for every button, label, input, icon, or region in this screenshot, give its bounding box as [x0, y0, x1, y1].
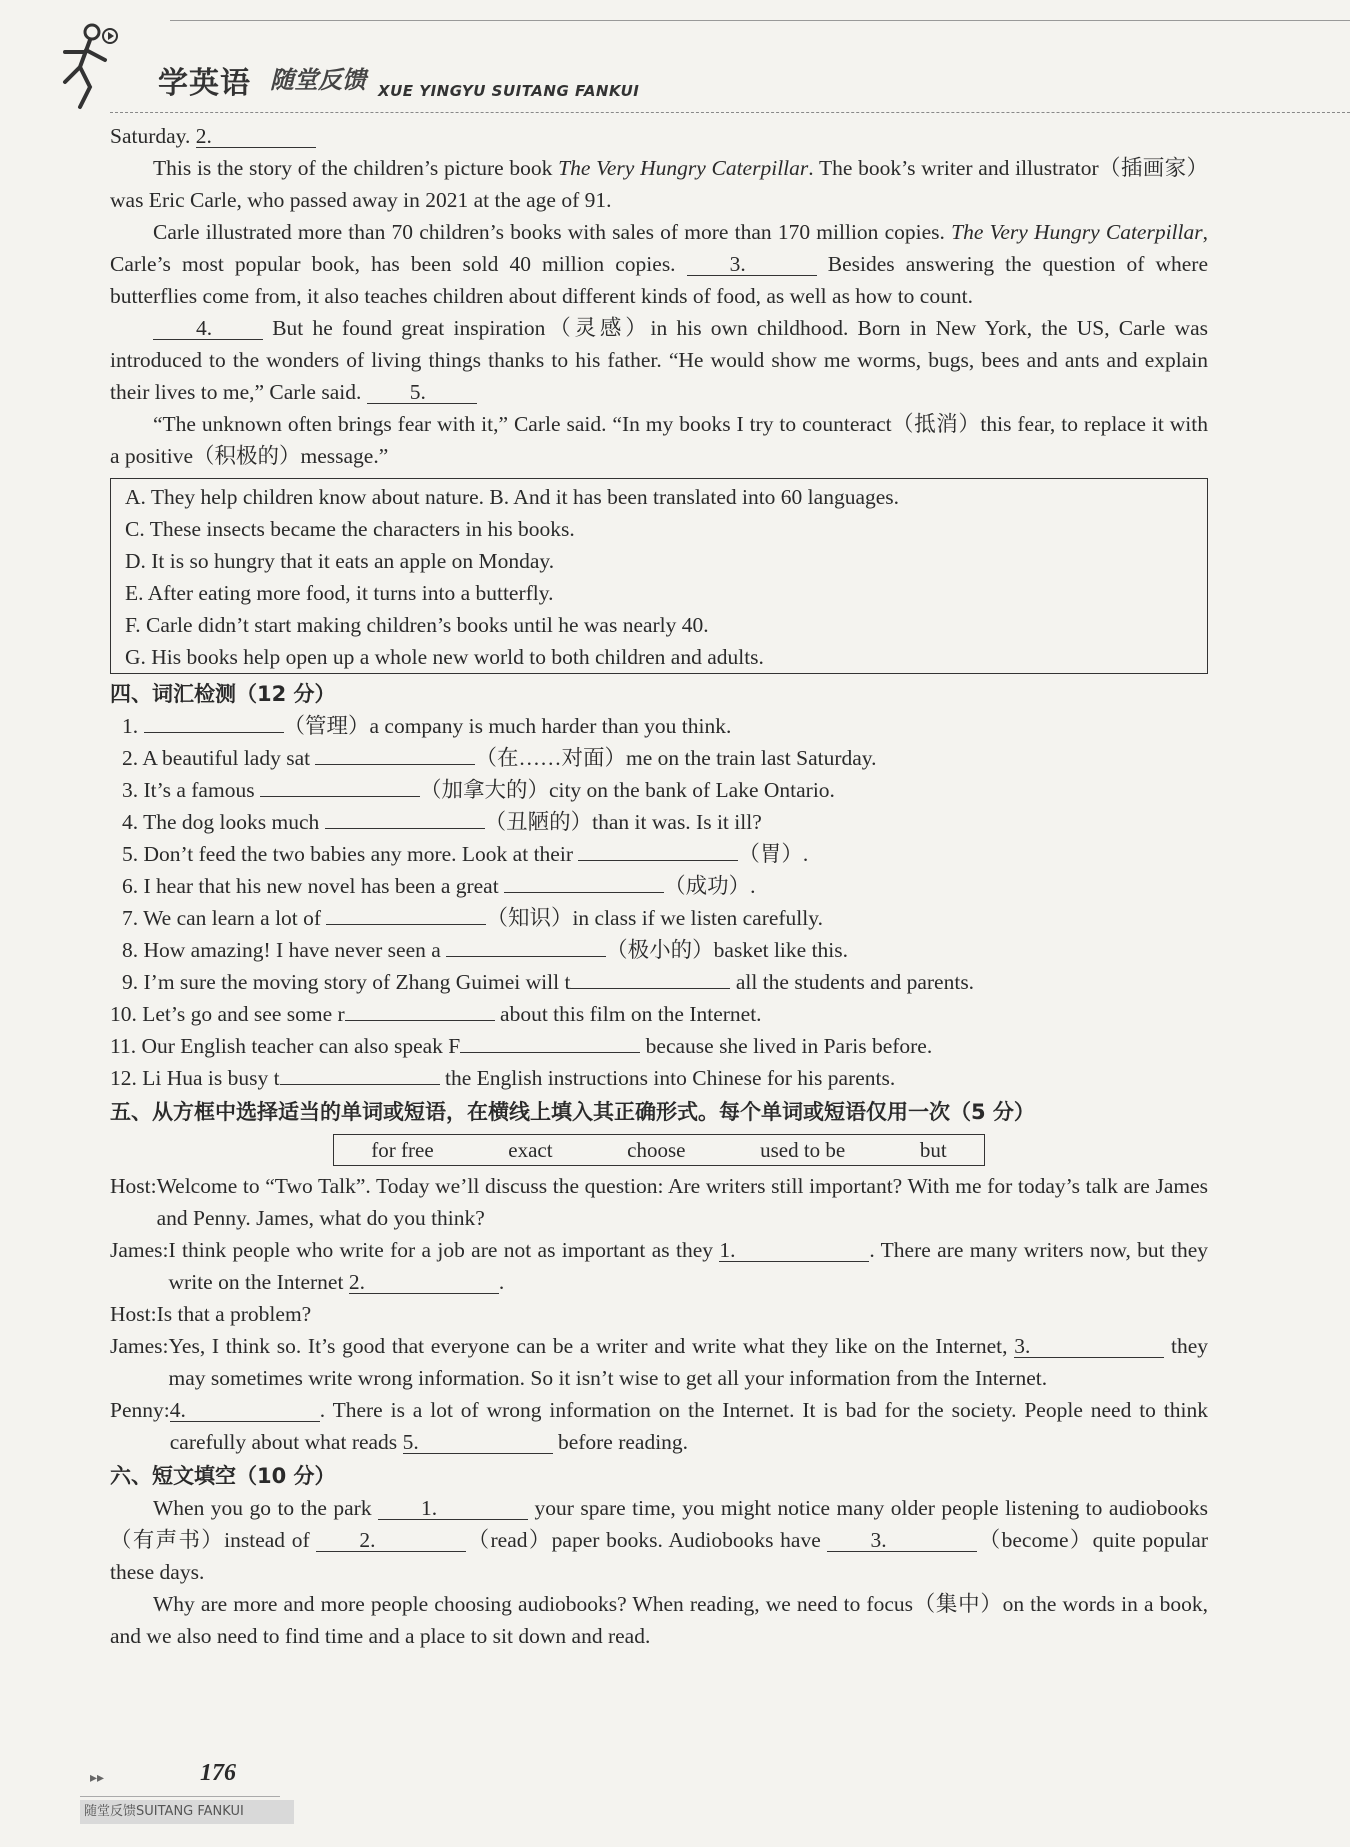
- speaker-label: James:: [110, 1238, 169, 1262]
- speaker-label: Host:: [110, 1302, 157, 1326]
- vocab-item-2: [110, 742, 1208, 774]
- item-number: 9.: [122, 970, 139, 994]
- page-footer: [80, 1760, 480, 1840]
- answer-blank-1[interactable]: [378, 1497, 528, 1520]
- vocab-item-8: [110, 934, 1208, 966]
- answer-blank-4[interactable]: [170, 1399, 320, 1422]
- vocab-item-9: [110, 966, 1208, 998]
- answer-blank-2[interactable]: [349, 1271, 499, 1294]
- top-rule: [170, 20, 1350, 21]
- options-box: [110, 478, 1208, 674]
- text: How amazing! I have never seen a: [138, 938, 447, 962]
- vocab-item-3: [110, 774, 1208, 806]
- speech-text: [169, 1330, 1208, 1394]
- text: When you go to the park: [153, 1496, 379, 1520]
- blank-number: 3.: [870, 1528, 887, 1552]
- text: （成功）.: [664, 874, 756, 898]
- text: （胃）.: [738, 842, 809, 866]
- word-bank-item: for free: [371, 1138, 434, 1162]
- answer-blank-1[interactable]: [719, 1239, 869, 1262]
- answer-blank[interactable]: [315, 742, 475, 765]
- text: （知识）in class if we listen carefully.: [486, 906, 823, 930]
- vocab-item-12: [110, 1062, 1208, 1094]
- speech-text: Is that a problem?: [156, 1302, 312, 1326]
- text: But he found great inspiration（灵感）in his own childhood. Born in New York, the US, Carle was introduced to the wonders of living things thanks to his father. “He would show me worms, bugs, bees and ants and explain their lives to me,” Carle said.: [110, 316, 1208, 404]
- runner-logo-icon: [50, 22, 120, 112]
- dialog-line-host-1: [110, 1170, 1208, 1234]
- word-bank-item: used to be: [760, 1138, 846, 1162]
- blank-number: 1.: [719, 1238, 736, 1262]
- text: Besides answering the question of where butterflies come from, it also teaches children about different kinds of food, as well as how to count.: [110, 252, 1208, 308]
- text: about this film on the Internet.: [494, 1002, 762, 1026]
- speech-text: Welcome to “Two Talk”. Today we’ll discuss the question: Are writers still important? With me for today’s talk are James and Penny. James, what do you think?: [156, 1174, 1208, 1230]
- reading-paragraph-1: [110, 152, 1208, 216]
- text: （在……对面）me on the train last Saturday.: [475, 746, 877, 770]
- option-line: A. They help children know about nature. B. And it has been translated into 60 languages.: [125, 485, 900, 509]
- text: Saturday.: [110, 124, 196, 148]
- text: Our English teacher can also speak F: [136, 1034, 461, 1058]
- answer-blank[interactable]: [570, 966, 730, 989]
- answer-blank-3[interactable]: [1014, 1335, 1164, 1358]
- answer-blank[interactable]: [460, 1030, 640, 1053]
- answer-blank[interactable]: [280, 1062, 440, 1085]
- text: your spare time, you might notice many older people listening to audiobooks（有声书）instead of: [110, 1496, 1208, 1552]
- text: （丑陋的）than it was. Is it ill?: [484, 810, 762, 834]
- answer-blank-3[interactable]: [687, 253, 817, 276]
- text: It’s a famous: [138, 778, 260, 802]
- page-header: [50, 14, 1300, 114]
- answer-blank[interactable]: [326, 902, 486, 925]
- item-number: 4.: [122, 810, 139, 834]
- text: they may sometimes write wrong information. So it isn’t wise to get all your information from the Internet.: [168, 1334, 1208, 1390]
- dialog-line-james-2: [110, 1330, 1208, 1394]
- text: I’m sure the moving story of Zhang Guimei will t: [138, 970, 571, 994]
- text: （管理）a company is much harder than you think.: [283, 714, 732, 738]
- text: I think people who write for a job are not as important as they: [168, 1238, 720, 1262]
- text: . The book’s writer and illustrator（插画家）was Eric Carle, who passed away in 2021 at the age of 91.: [110, 156, 1209, 212]
- blank-number: 2.: [359, 1528, 376, 1552]
- text: “The unknown often brings fear with it,” Carle said. “In my books I try to counteract（抵消）this fear, to replace it with a positive（积极的）message.”: [110, 412, 1208, 468]
- text: before reading.: [552, 1430, 689, 1454]
- dialog-line-host-2: [110, 1298, 1208, 1330]
- speaker-label: Penny:: [110, 1398, 170, 1422]
- dialog-line-james-1: [110, 1234, 1208, 1298]
- blank-number: 3.: [729, 252, 746, 276]
- speaker-label: James:: [110, 1334, 169, 1358]
- book-title: The Very Hungry Caterpillar: [558, 156, 809, 180]
- item-number: 8.: [122, 938, 139, 962]
- answer-blank[interactable]: [504, 870, 664, 893]
- brand-title: 学英语: [158, 66, 251, 101]
- cloze-paragraph-1: [110, 1492, 1208, 1588]
- blank-number: 5.: [409, 380, 426, 404]
- item-number: 7.: [122, 906, 139, 930]
- footer-label-en: SUITANG FANKUI: [136, 1804, 244, 1819]
- word-bank-item: choose: [627, 1138, 686, 1162]
- text: . There are many writers now, but they write on the Internet: [168, 1238, 1208, 1294]
- vocab-item-1: [110, 710, 1208, 742]
- answer-blank[interactable]: [446, 934, 606, 957]
- text: because she lived in Paris before.: [640, 1034, 933, 1058]
- answer-blank[interactable]: [345, 998, 495, 1021]
- section-4-title: 四、词汇检测（12 分）: [110, 682, 336, 706]
- item-number: 3.: [122, 778, 139, 802]
- reading-paragraph-4: [110, 408, 1208, 472]
- answer-blank-2[interactable]: [196, 125, 316, 148]
- text: This is the story of the children’s picture book: [153, 156, 559, 180]
- answer-blank[interactable]: [144, 710, 284, 733]
- footer-rule: [80, 1796, 280, 1797]
- text: all the students and parents.: [730, 970, 975, 994]
- text: （极小的）basket like this.: [606, 938, 849, 962]
- dialog-line-penny: [110, 1394, 1208, 1458]
- item-number: 2.: [122, 746, 139, 770]
- blank-number: 2.: [195, 124, 212, 148]
- section-6-title: 六、短文填空（10 分）: [110, 1464, 336, 1488]
- footer-label: [80, 1800, 294, 1824]
- reading-paragraph-3: [110, 312, 1208, 408]
- answer-blank-3[interactable]: [827, 1529, 977, 1552]
- section-5-title: 五、从方框中选择适当的单词或短语，在横线上填入其正确形式。每个单词或短语仅用一次（5 分）: [110, 1100, 1035, 1124]
- blank-number: 4.: [196, 316, 213, 340]
- vocab-item-4: [110, 806, 1208, 838]
- option-line: D. It is so hungry that it eats an apple on Monday.: [125, 549, 555, 573]
- book-title: The Very Hungry Caterpillar: [951, 220, 1203, 244]
- speaker-label: Host:: [110, 1174, 157, 1198]
- text: Let’s go and see some r: [136, 1002, 345, 1026]
- option-line: E. After eating more food, it turns into a butterfly.: [125, 581, 554, 605]
- text: We can learn a lot of: [138, 906, 327, 930]
- item-number: 6.: [122, 874, 139, 898]
- word-bank-item: but: [919, 1138, 947, 1162]
- answer-blank-4[interactable]: [153, 317, 263, 340]
- option-line: G. His books help open up a whole new world to both children and adults.: [125, 645, 764, 669]
- item-number: 5.: [122, 842, 139, 866]
- footer-label-cn: 随堂反馈: [84, 1804, 137, 1819]
- answer-blank-5[interactable]: [367, 381, 477, 404]
- blank-number: 5.: [402, 1430, 419, 1454]
- text: （加拿大的）city on the bank of Lake Ontario.: [419, 778, 835, 802]
- text: I hear that his new novel has been a great: [138, 874, 505, 898]
- page-number: 176: [200, 1760, 236, 1786]
- answer-blank[interactable]: [260, 774, 420, 797]
- answer-blank[interactable]: [578, 838, 738, 861]
- vocab-item-11: [110, 1030, 1208, 1062]
- text: Yes, I think so. It’s good that everyone can be a writer and write what they like on the Internet,: [168, 1334, 1015, 1358]
- text: Why are more and more people choosing audiobooks? When reading, we need to focus（集中）on the words in a book, and we also need to find time and a place to sit down and read.: [110, 1592, 1208, 1648]
- option-line: F. Carle didn’t start making children’s books until he was nearly 40.: [125, 613, 709, 637]
- text: . There is a lot of wrong information on the Internet. It is bad for the society. People need to think carefully about what reads: [169, 1398, 1208, 1454]
- speech-text: [170, 1394, 1208, 1458]
- answer-blank[interactable]: [325, 806, 485, 829]
- cloze-paragraph-2: [110, 1588, 1208, 1652]
- text: Don’t feed the two babies any more. Look at their: [138, 842, 579, 866]
- text: Carle illustrated more than 70 children’s books with sales of more than 170 million copies.: [153, 220, 952, 244]
- word-bank-box: [333, 1134, 985, 1166]
- page-content: [110, 120, 1208, 1652]
- vocab-item-6: [110, 870, 1208, 902]
- reading-paragraph-2: [110, 216, 1208, 312]
- text: A beautiful lady sat: [138, 746, 316, 770]
- blank-number: 2.: [348, 1270, 365, 1294]
- word-bank-item: exact: [508, 1138, 553, 1162]
- item-number: 12.: [110, 1066, 137, 1090]
- vocab-item-7: [110, 902, 1208, 934]
- speech-text: [169, 1234, 1208, 1298]
- reading-line-0: [110, 120, 1208, 152]
- text: Li Hua is busy t: [136, 1066, 280, 1090]
- answer-blank-5[interactable]: [403, 1431, 553, 1454]
- option-line: C. These insects became the characters in his books.: [125, 517, 575, 541]
- double-arrow-icon: ▸▸: [90, 1770, 105, 1786]
- item-number: 10.: [110, 1002, 137, 1026]
- text: , Carle’s most popular book, has been sold 40 million copies.: [110, 220, 1208, 276]
- brand-pinyin: XUE YINGYU SUITANG FANKUI: [378, 82, 640, 100]
- text: .: [498, 1270, 505, 1294]
- vocab-item-5: [110, 838, 1208, 870]
- blank-number: 1.: [421, 1496, 438, 1520]
- item-number: 11.: [110, 1034, 137, 1058]
- item-number: 1.: [122, 714, 139, 738]
- brand-tagline: 随堂反馈: [270, 66, 366, 94]
- text: （become）quite popular these days.: [110, 1528, 1209, 1584]
- text: the English instructions into Chinese for his parents.: [439, 1066, 896, 1090]
- blank-number: 3.: [1014, 1334, 1031, 1358]
- header-divider: [110, 112, 1350, 113]
- vocab-item-10: [110, 998, 1208, 1030]
- blank-number: 4.: [169, 1398, 186, 1422]
- text: The dog looks much: [138, 810, 325, 834]
- text: （read）paper books. Audiobooks have: [466, 1528, 828, 1552]
- answer-blank-2[interactable]: [316, 1529, 466, 1552]
